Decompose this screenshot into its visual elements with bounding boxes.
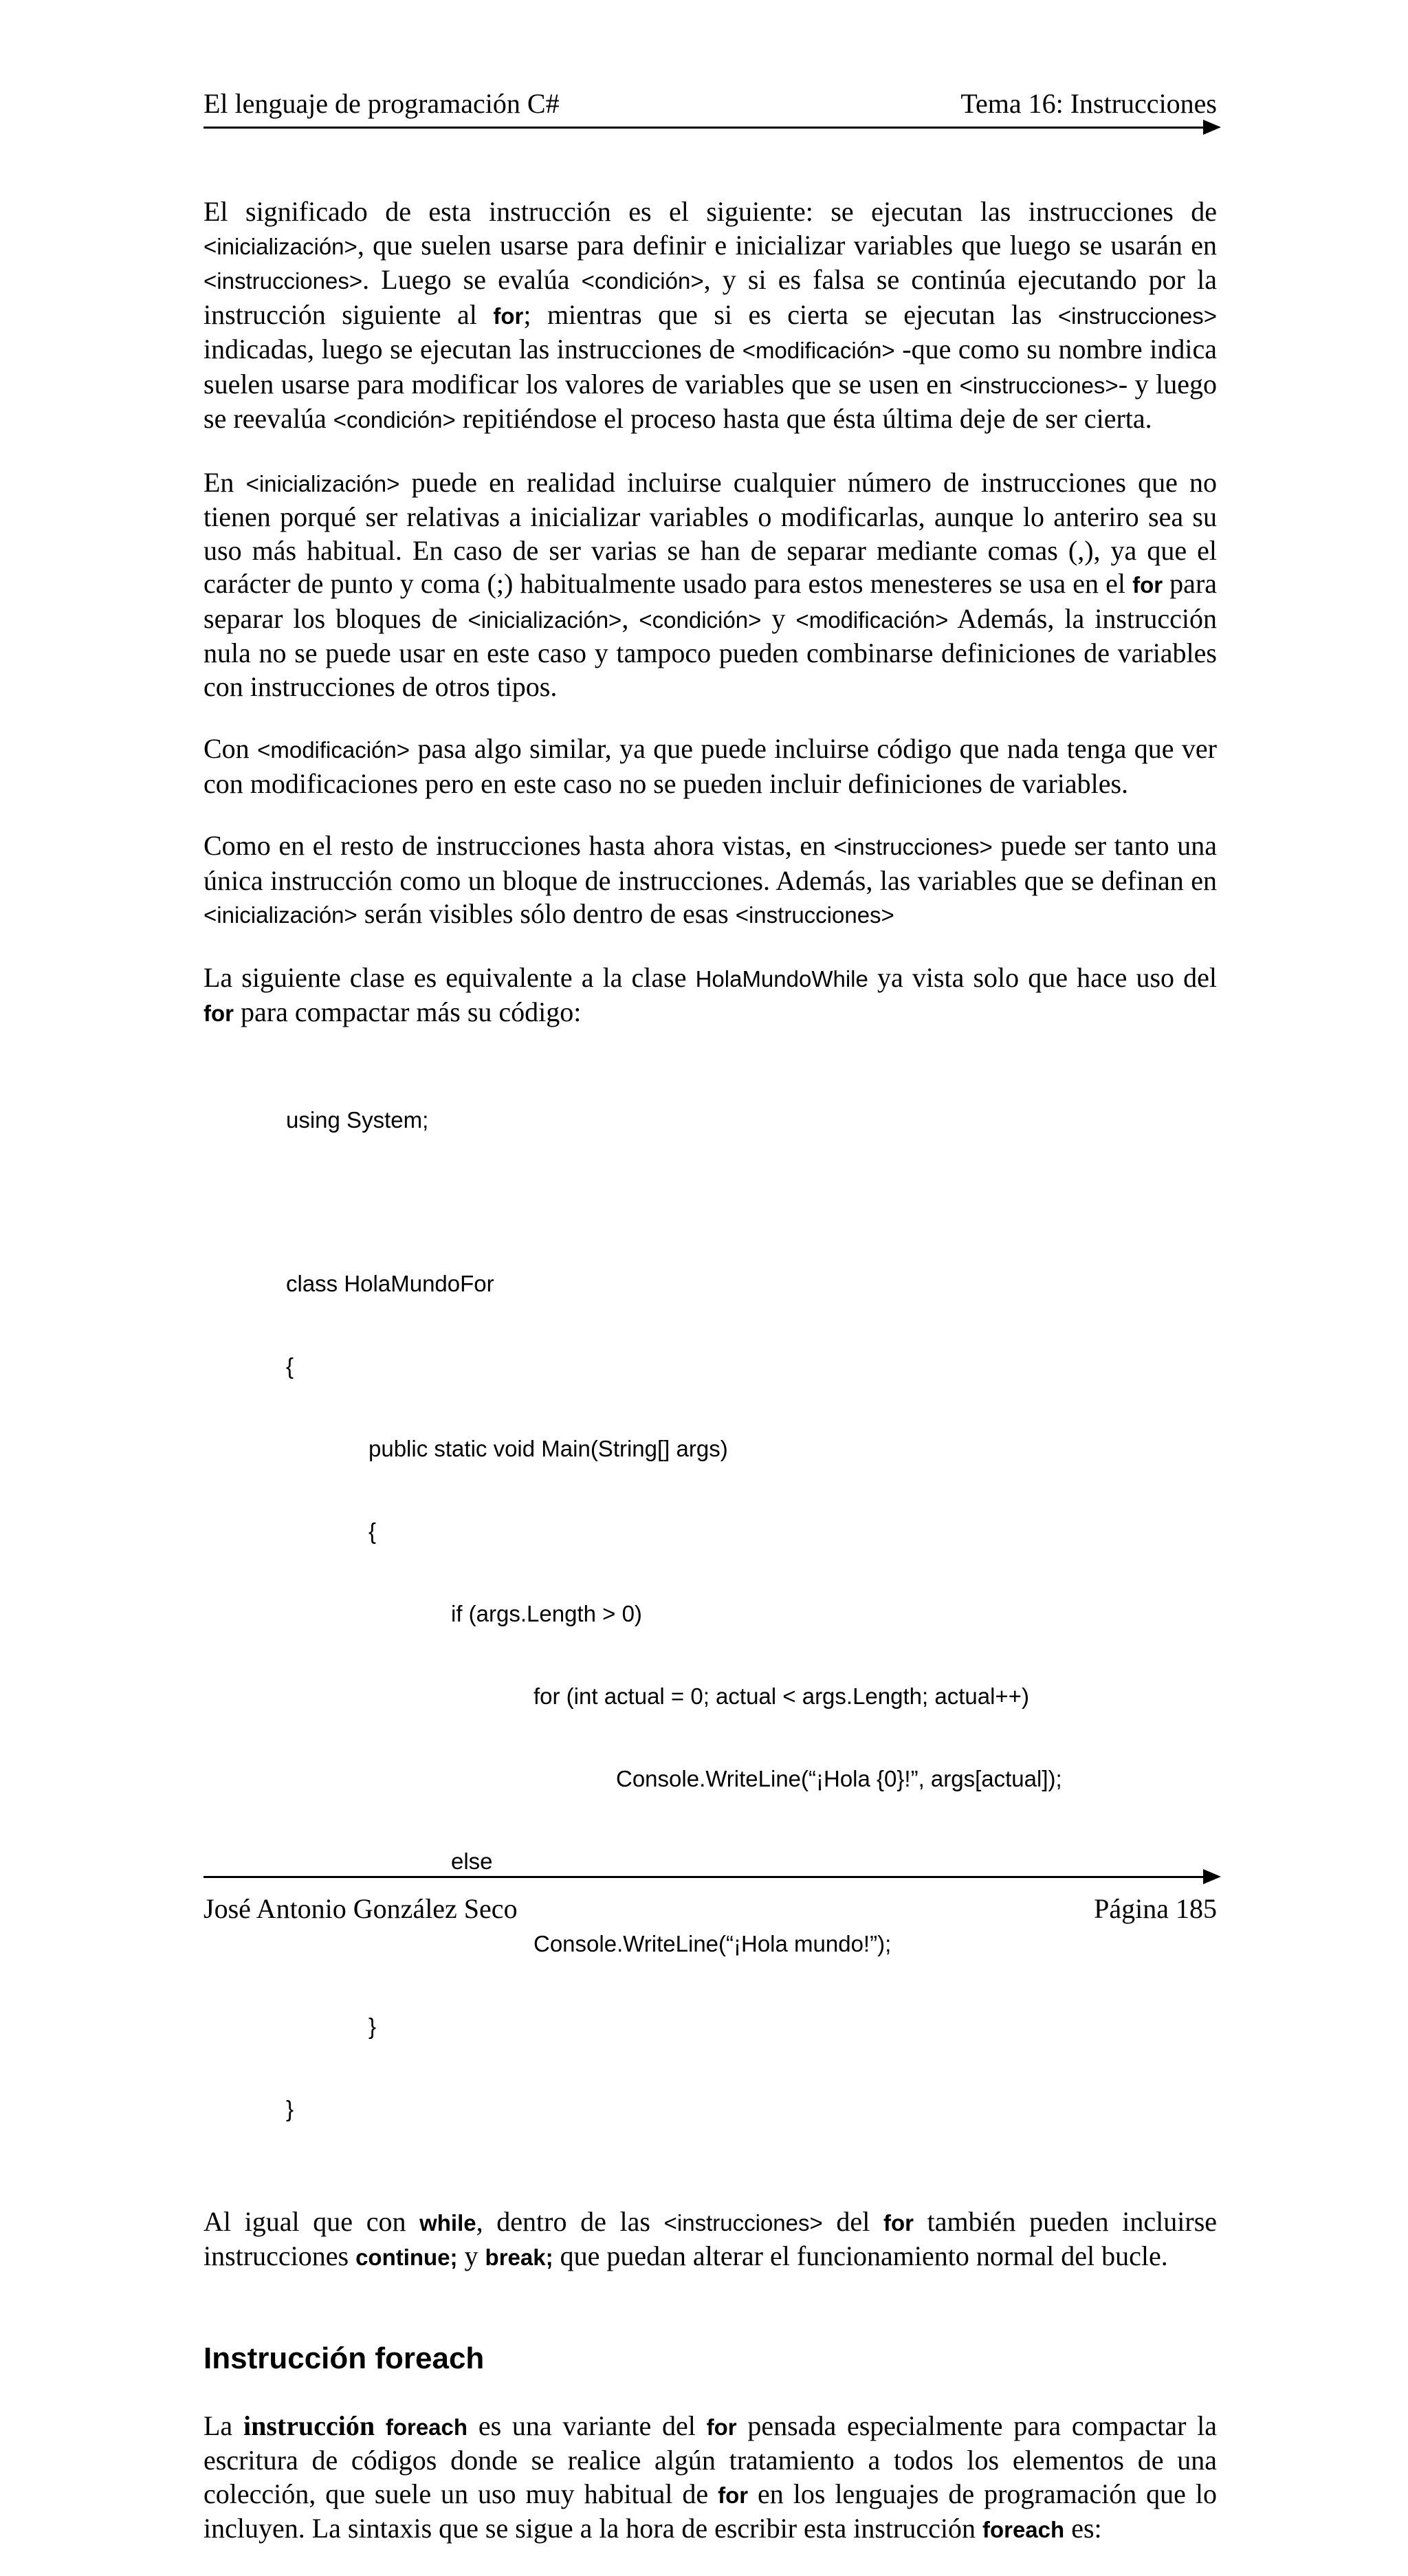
code-term: <inicialización>: [245, 470, 400, 496]
paragraph-6: [204, 2205, 1217, 2275]
text: - y luego se reevalúa: [204, 368, 1217, 434]
code-term: <condición>: [639, 607, 762, 633]
text: que puedan alterar el funcionamiento normal del bucle.: [553, 2240, 1168, 2271]
paragraph-2: [204, 466, 1217, 704]
code-line: {: [286, 1353, 294, 1379]
code-line: }: [286, 2095, 294, 2121]
text: Al igual que con: [204, 2205, 420, 2237]
paragraph-5: [204, 961, 1217, 1031]
code-line: {: [368, 1518, 377, 1544]
code-term: <instrucciones>: [959, 372, 1119, 398]
text: para separar los bloques de: [204, 568, 1218, 634]
text: indicadas, luego se ejecutan las instrucciones de: [204, 334, 742, 364]
paragraph-1: [204, 195, 1217, 437]
code-term: <modificación>: [795, 607, 949, 633]
keyword: while: [419, 2209, 476, 2236]
text: para compactar más su código:: [234, 996, 582, 1027]
text: Además, la instrucción nula no se puede usar en este caso y tampoco pueden combinarse definiciones de variables con instrucciones de otros tipos.: [204, 602, 1218, 702]
text: también pueden incluirse instrucciones: [204, 2205, 1218, 2271]
page-body: [204, 195, 1217, 2576]
keyword: for: [1132, 572, 1163, 598]
code-term: HolaMundoWhile: [695, 965, 868, 992]
text: y: [761, 602, 796, 634]
paragraph-7: [204, 2410, 1217, 2547]
keyword: foreach: [982, 2517, 1065, 2542]
text: Con: [204, 733, 258, 764]
code-blank-line: [286, 1189, 1217, 1215]
code-line: for (int actual = 0; actual < args.Length; actual++): [534, 1683, 1029, 1709]
keyword: break;: [485, 2245, 553, 2270]
text: es una variante del: [468, 2410, 707, 2441]
code-term: <modificación>: [257, 737, 410, 763]
code-line: public static void Main(String[] args): [368, 1435, 728, 1461]
code-term: <instrucciones>: [663, 2209, 823, 2236]
text: ya vista solo que hace uso del: [868, 961, 1217, 993]
text: La siguiente clase es equivalente a la clase: [204, 961, 696, 993]
bold-term: instrucción: [243, 2410, 375, 2441]
section-heading: Instrucción foreach: [204, 2341, 485, 2375]
paragraph-3: [204, 732, 1217, 800]
text: es:: [1064, 2513, 1102, 2544]
text: pensada especialmente para compactar la escritura de códigos donde se realice algún tratamiento a todos los elementos de una colección, que suele un uso muy habitual de: [204, 2410, 1218, 2509]
page-header: [204, 88, 1217, 120]
code-line: class HolaMundoFor: [286, 1270, 494, 1296]
text: puede en realidad incluirse cualquier número de instrucciones que no tienen porqué ser relativas a inicializar variables o modificarlas, aunque lo anteriro sea su uso más habitual. En caso de ser varias se han de separar mediante comas (,), ya que el carácter de punto y coma (;) habitualmente usado para estos menesteres se usa en el: [204, 466, 1217, 599]
text: -que como su nombre indica suelen usarse para modificar los valores de variables que se usen en: [204, 334, 1217, 400]
code-term: <instrucciones>: [204, 268, 363, 294]
code-term: <inicialización>: [204, 233, 358, 259]
text: . Luego se evalúa: [362, 264, 582, 295]
footer-author: José Antonio González Seco: [204, 1893, 518, 1924]
footer-page-number: Página 185: [1094, 1893, 1217, 1924]
code-line: Console.WriteLine(“¡Hola {0}!”, args[actual]);: [616, 1765, 1062, 1791]
text: ,: [622, 602, 639, 634]
code-term: <condición>: [581, 268, 704, 294]
text: del: [822, 2205, 883, 2237]
text: , que suelen usarse para definir e inicializar variables que luego se usarán en: [357, 229, 1217, 261]
text: , dentro de las: [476, 2205, 664, 2237]
header-chapter-title: Tema 16: Instrucciones: [960, 88, 1217, 119]
code-line: Console.WriteLine(“¡Hola mundo!”);: [534, 1930, 892, 1956]
page-footer: [204, 1892, 1217, 1925]
code-term: <condición>: [333, 407, 456, 433]
text: [375, 2410, 386, 2441]
keyword: continue;: [355, 2245, 458, 2270]
code-line: if (args.Length > 0): [451, 1600, 642, 1626]
keyword: for: [204, 1001, 234, 1026]
paragraph-4: [204, 829, 1217, 932]
code-line: }: [368, 2013, 377, 2039]
keyword: for: [706, 2414, 737, 2440]
footer-arrow-rule: [204, 1876, 1203, 1878]
text: El significado de esta instrucción es el siguiente: se ejecutan las instrucciones de: [204, 196, 1217, 227]
text: En: [204, 466, 246, 498]
code-term: <instrucciones>: [833, 834, 993, 860]
keyword: for: [493, 303, 524, 329]
text: puede ser tanto una única instrucción como un bloque de instrucciones. Además, las variables que se definan en: [204, 830, 1217, 896]
keyword: for: [718, 2482, 749, 2508]
code-term: <instrucciones>: [735, 902, 894, 928]
text: y: [457, 2240, 485, 2271]
text: ; mientras que si es cierta se ejecutan las: [523, 298, 1058, 330]
text: en los lenguajes de programación que lo incluyen. La sintaxis que se sigue a la hora de escribir esta instrucción: [204, 2478, 1217, 2544]
keyword: foreach: [385, 2414, 468, 2440]
text: Como en el resto de instrucciones hasta ahora vistas, en: [204, 830, 834, 861]
code-line: using System;: [286, 1106, 429, 1133]
text: repitiéndose el proceso hasta que ésta última deje de ser cierta.: [455, 403, 1152, 434]
text: , y si es falsa se continúa ejecutando por la instrucción siguiente al: [204, 264, 1217, 330]
header-arrow-rule: [204, 127, 1203, 129]
code-term: <inicialización>: [204, 902, 358, 928]
code-listing: [286, 1051, 1217, 2178]
header-book-title: El lenguaje de programación C#: [204, 88, 560, 119]
code-line: else: [451, 1848, 493, 1874]
code-term: <instrucciones>: [1057, 303, 1217, 329]
keyword: for: [883, 2209, 914, 2236]
text: La: [204, 2410, 243, 2441]
code-term: <inicialización>: [468, 607, 622, 633]
text: serán visibles sólo dentro de esas: [357, 898, 736, 929]
text: pasa algo similar, ya que puede incluirse código que nada tenga que ver con modificaciones pero en este caso no se pueden incluir definiciones de variables.: [204, 733, 1217, 799]
code-term: <modificación>: [742, 338, 895, 363]
